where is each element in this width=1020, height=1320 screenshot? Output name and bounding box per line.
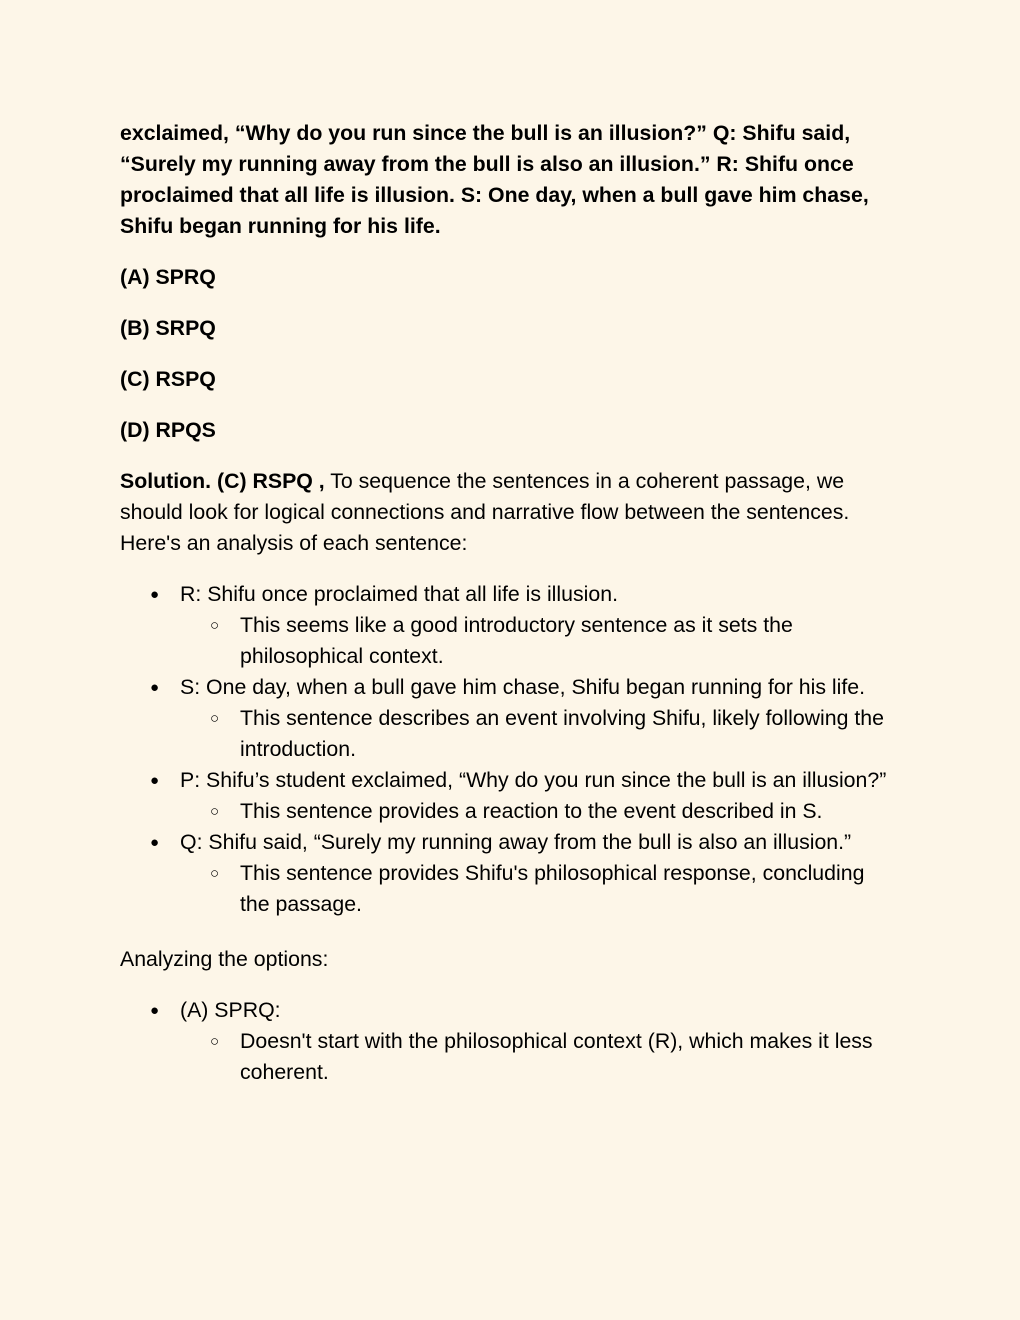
document-content [120, 118, 895, 1112]
option-analysis-a-sub: Doesn't start with the philosophical context (R), which makes it less coherent. [240, 1029, 873, 1084]
solution-paragraph [120, 466, 895, 559]
solution-label: Solution. (C) RSPQ , [120, 469, 325, 493]
analysis-q-sub: This sentence provides Shifu's philosophical response, concluding the passage. [240, 861, 865, 916]
option-analysis-a-text: (A) SPRQ: [180, 998, 281, 1022]
sub-list-item [180, 703, 895, 765]
option-c: (C) RSPQ [120, 367, 216, 391]
solution-text: To sequence the sentences in a coherent passage, we should look for logical connections and narrative flow between the sentences. Here's an analysis of each sentence: [120, 469, 850, 555]
list-item [120, 765, 895, 827]
analysis-s-text: S: One day, when a bull gave him chase, Shifu began running for his life. [180, 675, 866, 699]
option-d: (D) RPQS [120, 418, 216, 442]
list-item [120, 672, 895, 765]
sub-list-item [180, 610, 895, 672]
list-item [120, 995, 895, 1088]
analysis-p-sub: This sentence provides a reaction to the event described in S. [240, 799, 823, 823]
option-analysis-list [120, 995, 895, 1088]
analysis-r-text: R: Shifu once proclaimed that all life is illusion. [180, 582, 618, 606]
list-item [120, 579, 895, 672]
sub-list-item [180, 858, 895, 920]
option-a: (A) SPRQ [120, 265, 216, 289]
sentence-analysis-list [120, 579, 895, 920]
sub-list-item [180, 796, 895, 827]
list-item [120, 827, 895, 920]
analyzing-heading: Analyzing the options: [120, 947, 329, 971]
analysis-p-text: P: Shifu’s student exclaimed, “Why do you run since the bull is an illusion?” [180, 768, 887, 792]
analysis-q-text: Q: Shifu said, “Surely my running away from the bull is also an illusion.” [180, 830, 852, 854]
sub-list-item [180, 1026, 895, 1088]
analysis-r-sub: This seems like a good introductory sentence as it sets the philosophical context. [240, 613, 793, 668]
question-text: exclaimed, “Why do you run since the bull is an illusion?” Q: Shifu said, “Surely my running away from the bull is also an illusion.” R: Shifu once proclaimed that all life is illusion. S: One day, when a bull gave him chase, Shifu began running for his life. [120, 121, 869, 238]
analysis-s-sub: This sentence describes an event involving Shifu, likely following the introduction. [240, 706, 884, 761]
option-b: (B) SRPQ [120, 316, 216, 340]
